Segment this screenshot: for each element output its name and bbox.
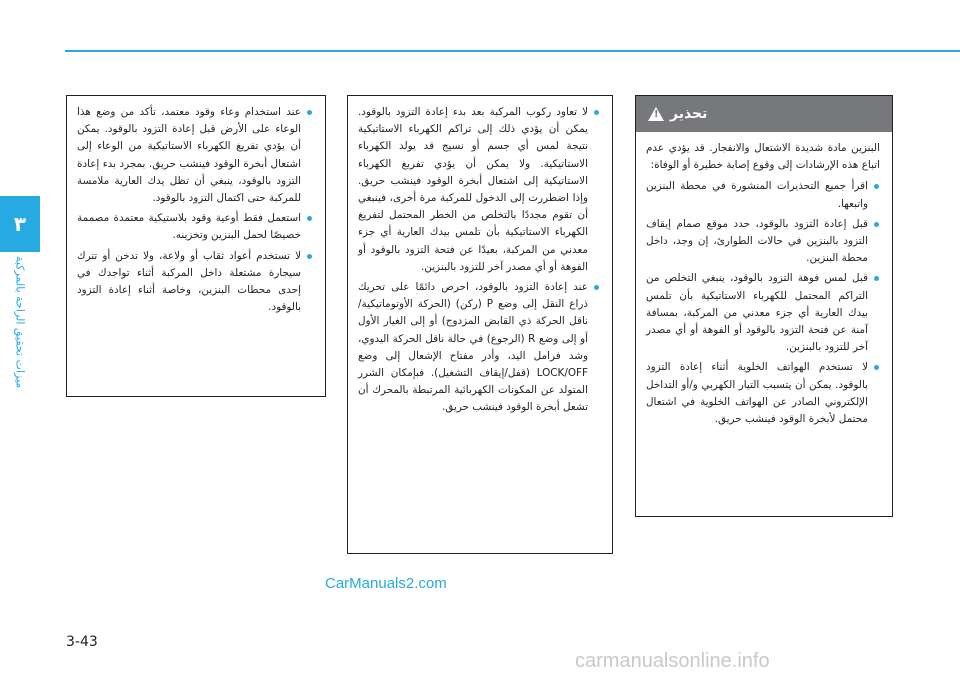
chapter-sidebar [0,0,40,677]
warning-heading: تحذير [670,106,708,122]
list-item: لا تستخدم أعواد ثقاب أو ولاعة، ولا تدخن أو تترك سيجارة مشتعلة داخل المركبة أثناء تواجدك في إحدى محطات البنزين، وخاصة أثناء إعادة التزود بالوقود. [77,248,301,317]
warning-list [646,178,880,428]
middle-list [358,104,600,417]
list-item: لا تعاود ركوب المركبة بعد بدء إعادة التزود بالوقود. يمكن أن يؤدي ذلك إلى تراكم الكهرباء الاستاتيكية نتيجة لمس أي جسم أو نسيج قد يولد الكهرباء الاستاتيكية. ولا يمكن أن يؤدي تفريغ الكهرباء الاستاتيكية إلى اشتعال أبخرة الوقود فينشب حريق. وإذا اضطررت إلى الدخول للمركبة مرة أخرى، فينبغي أن تقوم مجددًا بالتخلص من الخطر المحتمل لتفريغ الكهرباء الاستاتيكية بأن تلمس بيدك العارية أي جزء معدني من المركبة، بعيدًا عن فتحة التزود بالوقود أو الفوهة أو أي مصدر آخر للتزود بالبنزين. [358,104,588,276]
chapter-title: ميزات تحقيق الراحة بالمركبة [13,256,27,389]
list-item: استعمل فقط أوعية وقود بلاستيكية معتمدة مصممة خصيصًا لحمل البنزين وتخزينه. [77,210,301,244]
page-number: 3-43 [66,634,98,650]
warning-intro: البنزين مادة شديدة الاشتعال والانفجار. قد يؤدي عدم اتباع هذه الإرشادات إلى وقوع إصابة خطيرة أو الوفاة: [646,142,880,172]
left-column [66,95,326,397]
warning-box [635,95,893,517]
site-watermark: carmanualsonline.info [575,650,770,672]
middle-column [347,95,613,554]
list-item: عند إعادة التزود بالوقود، احرص دائمًا على تحريك ذراع النقل إلى وضع P (ركن) (الحركة الأوتوماتيكية/ناقل الحركة ذي القابض المزدوج) أو إلى الغيار الأول أو إلى وضع R (الرجوع) في حالة ناقل الحركة اليدوي، وشد فرامل اليد، وأدر مفتاح الإشعال إلى وضع LOCK/OFF (قفل/إيقاف التشغيل). فبإمكان الشرر المتولد عن المكونات الكهربائية المرتبطة بالمحرك أن تشعل أبخرة الوقود فينشب حريق. [358,279,588,417]
chapter-title-label [0,256,40,416]
list-item: اقرأ جميع التحذيرات المنشورة في محطة البنزين واتبعها. [646,178,868,212]
warning-header [636,96,892,132]
list-item: قبل لمس فوهة التزود بالوقود، ينبغي التخلص من التراكم المحتمل للكهرباء الاستاتيكية بأن تلمس بيدك العارية أي جزء معدني من المركبة، بمسافة آمنة عن فتحة التزود بالوقود أو الفوهة أو أي مصدر آخر للتزود بالبنزين. [646,270,868,356]
header-rule [65,50,960,52]
list-item: قبل إعادة التزود بالوقود، حدد موقع صمام إيقاف التزود بالبنزين في حالات الطوارئ، إن وجد، داخل محطة البنزين. [646,216,868,268]
warning-triangle-icon [648,107,664,121]
list-item: عند استخدام وعاء وقود معتمد، تأكد من وضع هذا الوعاء على الأرض قبل إعادة التزود بالوقود. يمكن أن يؤدي تفريغ الكهرباء الاستاتيكية من الوعاء إلى اشتعال أبخرة الوقود فينشب حريق. بمجرد بدء إعادة التزود بالوقود، ينبغي أن تظل يدك العارية ملامسة للمركبة حتى اكتمال التزود بالوقود. [77,104,301,207]
chapter-number-tab: ٣ [0,196,40,252]
watermark-link[interactable]: CarManuals2.com [325,575,447,592]
list-item: لا تستخدم الهواتف الخلوية أثناء إعادة التزود بالوقود. يمكن أن يتسبب التيار الكهربي و/أو التداخل الإلكتروني الصادر عن الهواتف الخلوية في اشتعال محتمل لأبخرة الوقود فينشب حريق. [646,359,868,428]
left-list [77,104,313,316]
